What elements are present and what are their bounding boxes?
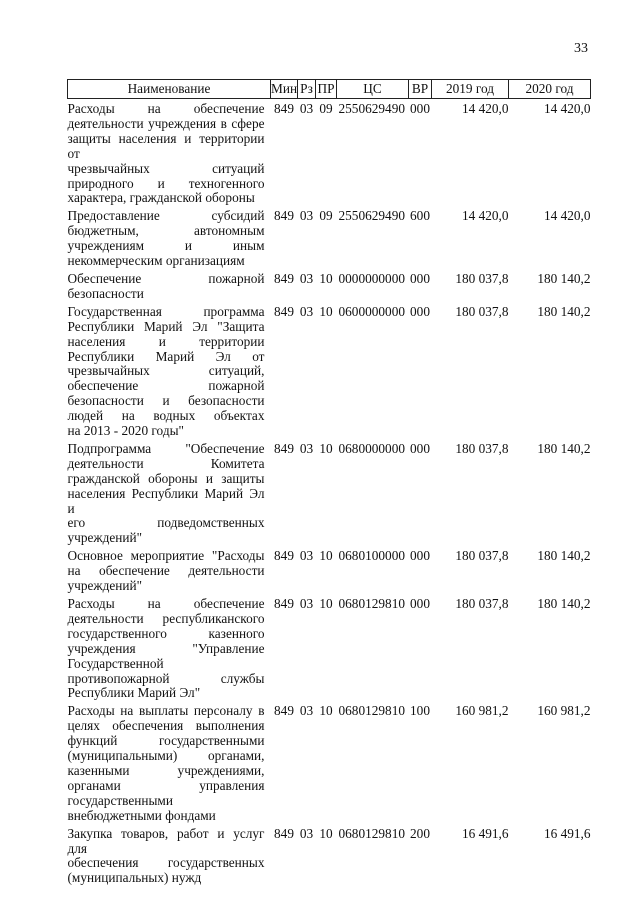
row-cs: 0680100000 xyxy=(338,548,405,564)
row-name xyxy=(68,594,271,701)
row-2019: 180 037,8 xyxy=(455,303,509,319)
row-name-line: некоммерческим организациям xyxy=(67,253,245,269)
row-name-line: людей на водных объектах xyxy=(67,408,265,424)
header-2019: 2019 год xyxy=(432,80,509,99)
row-rz: 03 xyxy=(299,101,314,116)
row-name-line: Республики Марий Эл от xyxy=(67,348,265,364)
table-row xyxy=(68,269,591,302)
row-2020: 180 140,2 xyxy=(537,596,591,611)
header-pr: ПР xyxy=(316,80,337,99)
row-vr: 000 xyxy=(410,596,430,611)
row-name-line: государственного казенного xyxy=(67,625,265,641)
row-min: 849 xyxy=(274,440,294,456)
row-pr: 10 xyxy=(319,303,333,319)
row-min: 849 xyxy=(274,548,294,564)
row-name-line: чрезвычайных ситуаций xyxy=(67,160,265,176)
row-name xyxy=(68,206,271,269)
row-min: 849 xyxy=(274,596,294,611)
row-vr: 000 xyxy=(410,303,430,319)
row-2019: 14 420,0 xyxy=(461,208,509,224)
row-pr: 10 xyxy=(319,548,333,564)
row-2020: 180 140,2 xyxy=(537,548,591,564)
table-row xyxy=(68,546,591,594)
table-row xyxy=(68,206,591,269)
row-2019: 16 491,6 xyxy=(461,825,509,841)
row-name xyxy=(68,546,271,594)
row-name-line: учреждения "Управление xyxy=(67,640,265,656)
row-name-line: (муниципальными) органами, xyxy=(67,748,265,764)
row-min: 849 xyxy=(274,208,294,224)
row-2019: 180 037,8 xyxy=(455,596,509,611)
row-name-line: Республики Марий Эл" xyxy=(67,685,201,701)
row-name-line: безопасности xyxy=(67,285,144,301)
row-name-line: безопасности и безопасности xyxy=(67,393,265,409)
row-name-line: органами управления xyxy=(67,777,265,793)
row-rz: 03 xyxy=(299,703,314,719)
table-row xyxy=(68,824,591,887)
row-name xyxy=(68,824,271,887)
row-2019: 180 037,8 xyxy=(455,548,509,564)
row-2019: 180 037,8 xyxy=(455,270,509,286)
row-name-line: населения и территории xyxy=(67,333,265,349)
row-name-line: Основное мероприятие "Расходы xyxy=(67,548,265,564)
row-name-line: Республики Марий Эл "Защита xyxy=(67,318,265,334)
row-name-line: характера, гражданской обороны xyxy=(67,190,255,206)
row-name xyxy=(68,701,271,823)
row-name-line: защиты населения и территории от xyxy=(67,130,265,161)
row-min: 849 xyxy=(274,101,294,116)
row-vr: 000 xyxy=(410,101,430,116)
row-min: 849 xyxy=(274,825,294,841)
row-name-line: чрезвычайных ситуаций, xyxy=(67,363,265,379)
row-2019: 180 037,8 xyxy=(455,440,509,456)
row-rz: 03 xyxy=(299,596,314,611)
row-pr: 10 xyxy=(319,703,333,719)
table-row xyxy=(68,439,591,546)
row-cs: 0000000000 xyxy=(338,270,405,286)
row-rz: 03 xyxy=(299,440,314,456)
row-name-line: Предоставление субсидий xyxy=(67,208,265,224)
row-min: 849 xyxy=(274,703,294,719)
row-2019: 160 981,2 xyxy=(455,703,509,719)
row-rz: 03 xyxy=(299,270,314,286)
row-name-line: обеспечения государственных xyxy=(67,855,265,871)
table-row xyxy=(68,302,591,439)
page-number: 33 xyxy=(574,41,588,56)
row-name xyxy=(68,302,271,439)
row-name-line: его подведомственных xyxy=(67,515,265,531)
row-min: 849 xyxy=(274,270,294,286)
row-2019: 14 420,0 xyxy=(461,101,509,116)
row-rz: 03 xyxy=(299,303,314,319)
header-rz: Рз xyxy=(298,80,316,99)
row-rz: 03 xyxy=(299,548,314,564)
header-min: Мин xyxy=(271,80,298,99)
row-name-line: учреждений" xyxy=(67,578,143,594)
row-name-line: функций государственными xyxy=(67,733,265,749)
row-vr: 000 xyxy=(410,270,430,286)
row-cs: 0680129810 xyxy=(338,825,405,841)
row-name-line: на 2013 - 2020 годы" xyxy=(67,423,184,439)
row-name-line: внебюджетными фондами xyxy=(67,807,216,823)
header-row xyxy=(68,80,591,99)
row-name-line: Подпрограмма "Обеспечение xyxy=(67,440,265,456)
row-name-line: Расходы на обеспечение xyxy=(67,101,265,116)
row-cs: 0600000000 xyxy=(338,303,405,319)
row-name xyxy=(68,99,271,207)
row-cs: 2550629490 xyxy=(338,101,405,116)
row-name-line: (муниципальных) нужд xyxy=(67,870,202,886)
header-cs: ЦС xyxy=(337,80,409,99)
row-pr: 10 xyxy=(319,270,333,286)
row-pr: 10 xyxy=(319,596,333,611)
row-name-line: учреждениям и иным xyxy=(67,238,265,254)
header-name: Наименование xyxy=(68,80,271,99)
row-name xyxy=(68,439,271,546)
row-rz: 03 xyxy=(299,825,314,841)
row-2020: 14 420,0 xyxy=(543,101,591,116)
row-name-line: целях обеспечения выполнения xyxy=(67,718,265,734)
row-name-line: Обеспечение пожарной xyxy=(67,270,265,286)
row-2020: 180 140,2 xyxy=(537,440,591,456)
row-cs: 2550629490 xyxy=(338,208,405,224)
row-name-line: деятельности учреждения в сфере xyxy=(67,115,265,131)
row-name-line: Расходы на обеспечение xyxy=(67,596,265,611)
row-cs: 0680000000 xyxy=(338,440,405,456)
row-min: 849 xyxy=(274,303,294,319)
row-name xyxy=(68,269,271,302)
row-pr: 10 xyxy=(319,825,333,841)
row-name-line: деятельности республиканского xyxy=(67,610,265,626)
row-2020: 180 140,2 xyxy=(537,303,591,319)
row-name-line: казенными учреждениями, xyxy=(67,762,265,778)
row-name-line: государственными xyxy=(67,792,173,808)
row-2020: 14 420,0 xyxy=(543,208,591,224)
row-name-line: природного и техногенного xyxy=(67,175,265,191)
row-name-line: Государственная программа xyxy=(67,303,265,319)
row-pr: 09 xyxy=(319,101,333,116)
row-name-line: бюджетным, автономным xyxy=(67,223,265,239)
row-vr: 600 xyxy=(410,208,430,224)
row-name-line: Закупка товаров, работ и услуг для xyxy=(67,825,265,856)
row-name-line: гражданской обороны и защиты xyxy=(67,470,265,486)
row-2020: 16 491,6 xyxy=(543,825,591,841)
table-row xyxy=(68,701,591,823)
table-row xyxy=(68,594,591,701)
row-pr: 09 xyxy=(319,208,333,224)
header-vr: ВР xyxy=(409,80,432,99)
row-vr: 000 xyxy=(410,440,430,456)
row-cs: 0680129810 xyxy=(338,703,405,719)
row-2020: 180 140,2 xyxy=(537,270,591,286)
row-vr: 100 xyxy=(410,703,430,719)
row-name-line: Государственной xyxy=(67,655,164,671)
row-name-line: деятельности Комитета xyxy=(67,455,265,471)
row-name-line: противопожарной службы xyxy=(67,670,265,686)
row-name-line: Расходы на выплаты персоналу в xyxy=(67,703,265,719)
row-vr: 000 xyxy=(410,548,430,564)
row-2020: 160 981,2 xyxy=(537,703,591,719)
row-rz: 03 xyxy=(299,208,314,224)
row-name-line: учреждений" xyxy=(67,530,143,546)
row-name-line: обеспечение пожарной xyxy=(67,378,265,394)
row-name-line: населения Республики Марий Эл и xyxy=(67,485,265,516)
table-row xyxy=(68,99,591,207)
row-vr: 200 xyxy=(410,825,430,841)
row-cs: 0680129810 xyxy=(338,596,405,611)
header-2020: 2020 год xyxy=(509,80,591,99)
budget-table xyxy=(67,79,591,886)
row-pr: 10 xyxy=(319,440,333,456)
row-name-line: на обеспечение деятельности xyxy=(67,563,265,579)
